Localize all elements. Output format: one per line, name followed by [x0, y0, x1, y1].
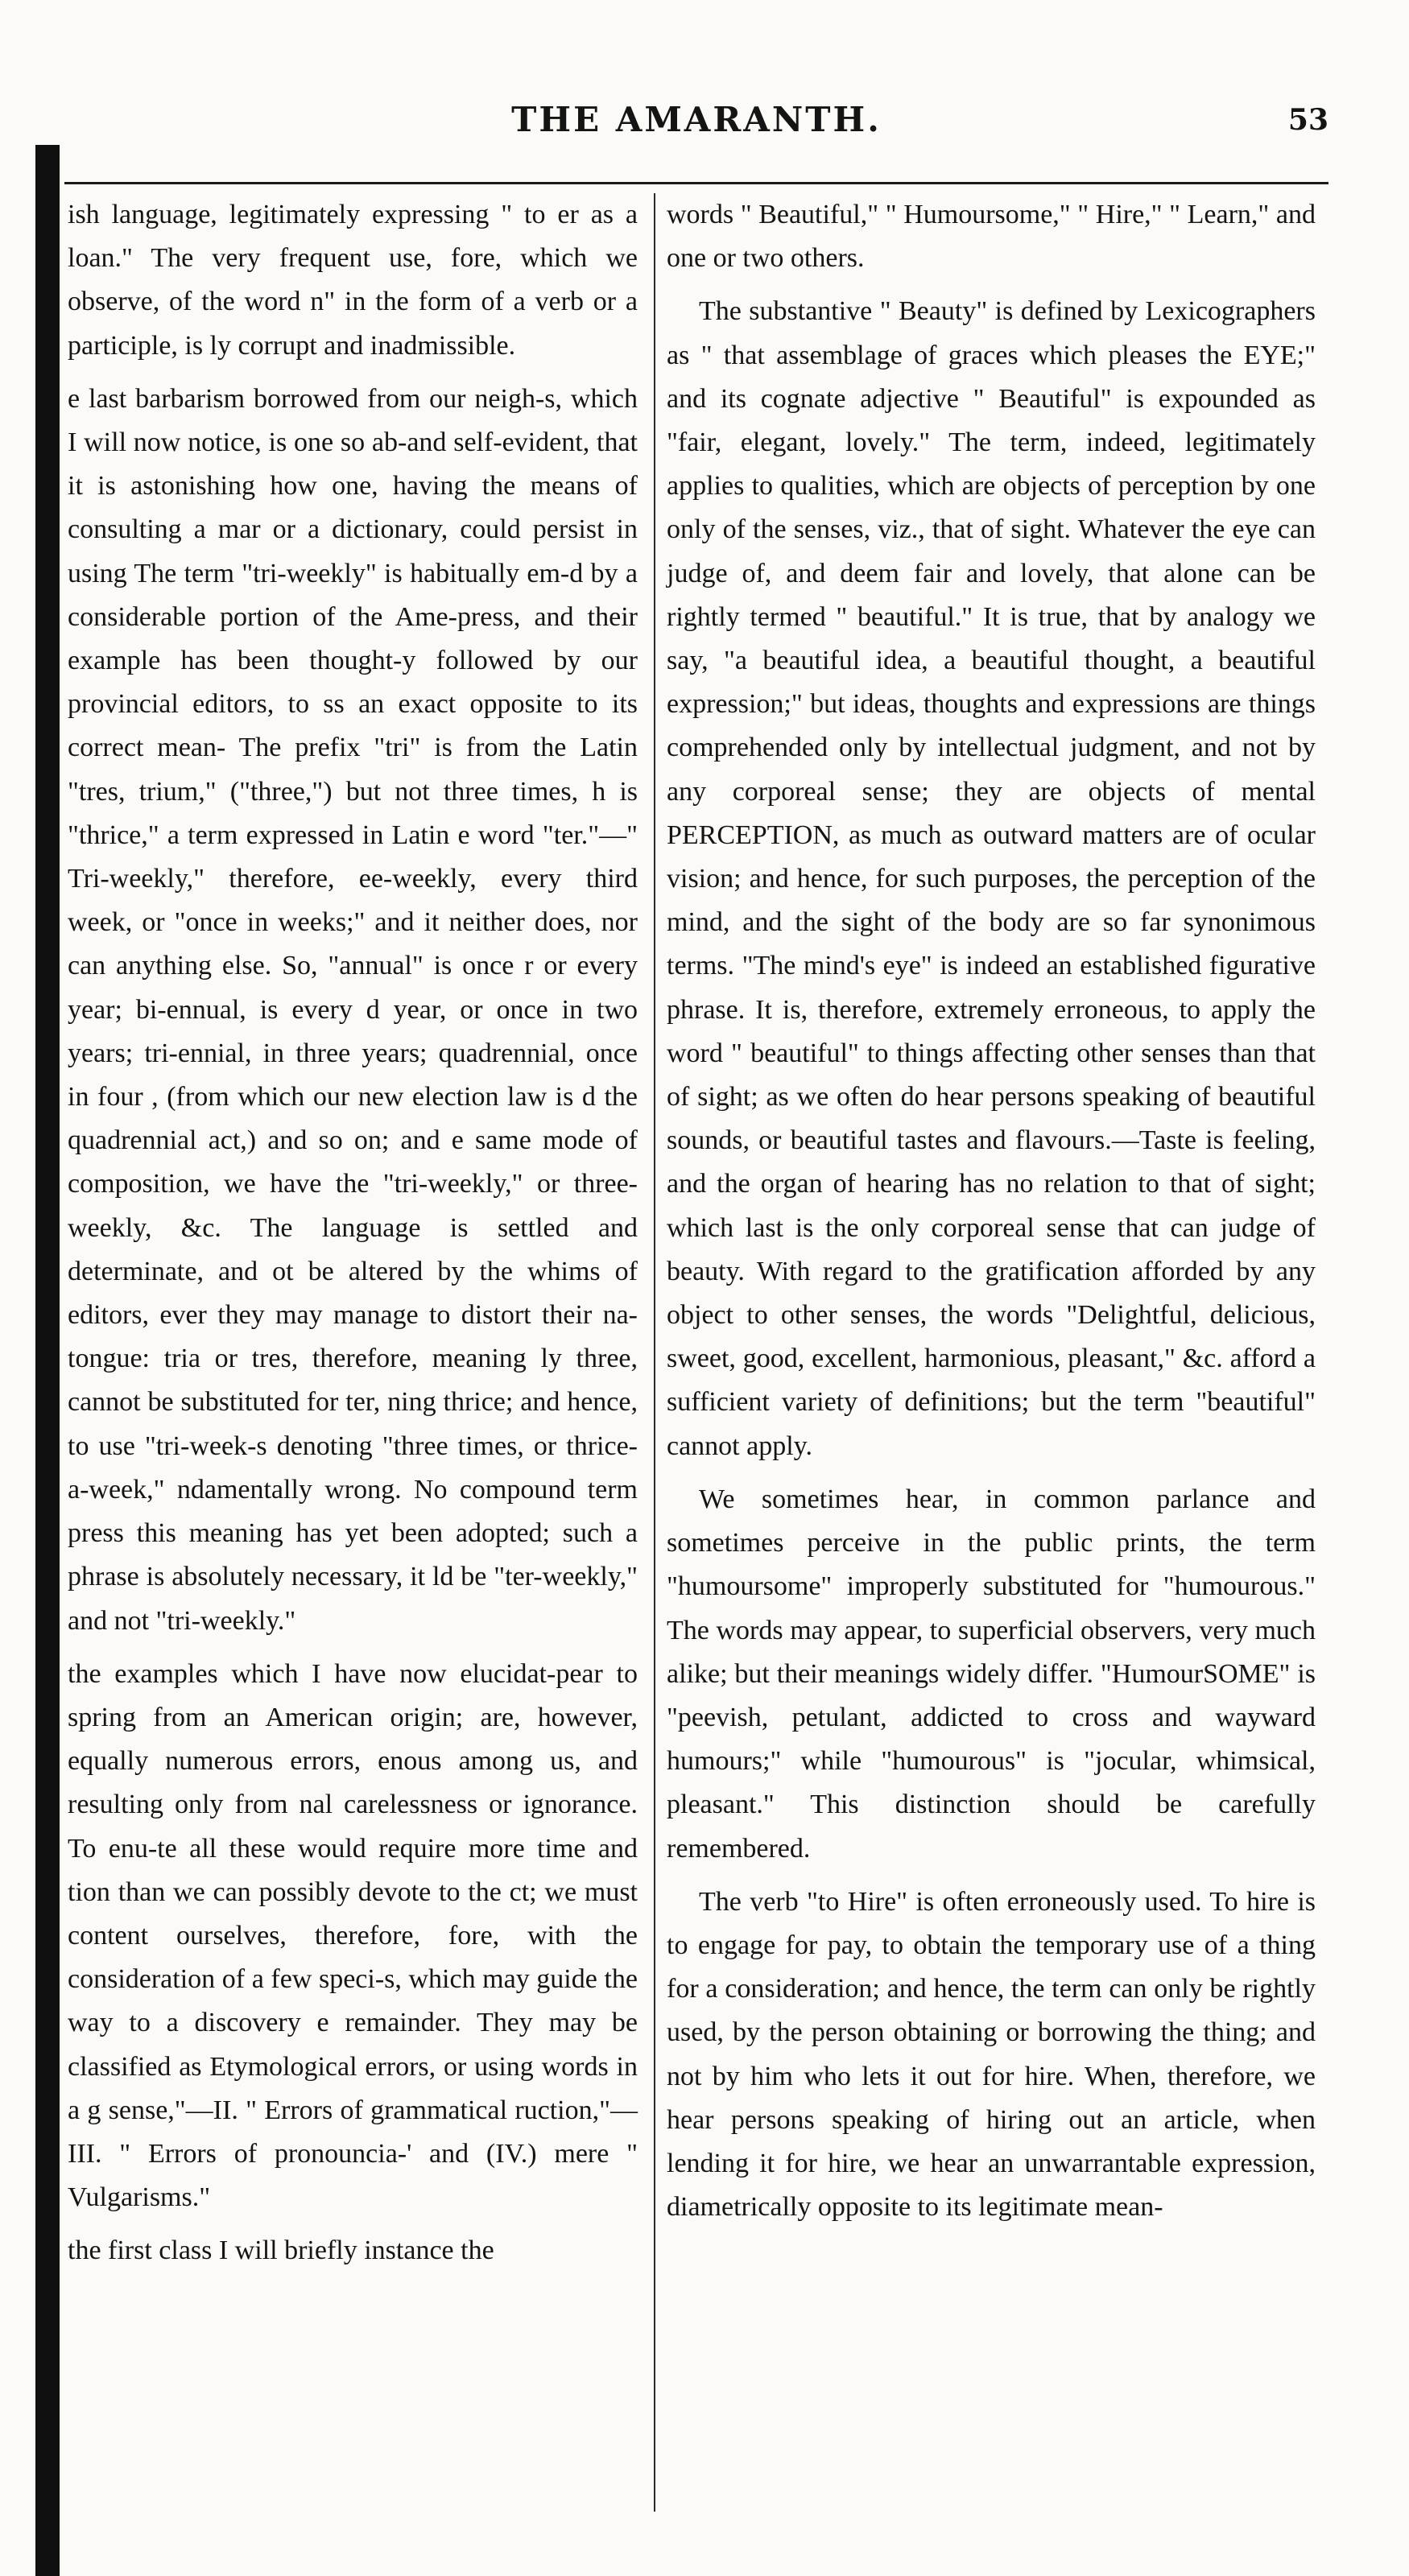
right-paragraph-4: The verb "to Hire" is often erroneously used. To hire is to engage for pay, to obtain the temporary use of a thing for a consideration; and hence, the term can only be rightly used, by the person obtaining or borrowing the thing; and not by him who lets it out for hire. When, therefore, we hear persons speaking of hiring out an article, when lending it for hire, we hear an unwarrantable expression, diametrically opposite to its legitimate mean-: [667, 1886, 1316, 2223]
left-paragraph-4: the first class I will briefly instance the: [68, 2235, 494, 2266]
right-column: [667, 193, 1316, 2229]
left-paragraph-2: e last barbarism borrowed from our neigh-s, which I will now notice, is one so ab-and self-evident, that it is astonishing how one, having the means of consulting a mar or a dictionary, could persist in using The term "tri-weekly" is habitually em-d by a considerable portion of the Ame-press, and their example has been thought-y followed by our provincial editors, to ss an exact opposite to its correct mean- The prefix "tri" is from the Latin "tres, trium," ("three,") but not three times, h is "thrice," a term expressed in Latin e word "ter."—" Tri-weekly," therefore, ee-weekly, every third week, or "once in weeks;" and it neither does, nor can anything else. So, "annual" is once r or every year; bi-ennual, is every d year, or once in two years; tri-ennial, in three years; quadrennial, once in four , (from which our new election law is d the quadrennial act,) and so on; and e same mode of composition, we have the "tri-weekly," or three-weekly, &c. The language is settled and determinate, and ot be altered by the whims of editors, ever they may manage to distort their na-tongue: tria or tres, therefore, meaning ly three, cannot be substituted for ter, ning thrice; and hence, to use "tri-week-s denoting "three times, or thrice-a-week," ndamentally wrong. No compound term press this meaning has yet been adopted; such a phrase is absolutely necessary, it ld be "ter-weekly," and not "tri-weekly.": [68, 383, 638, 1636]
page-number: 53: [1287, 103, 1328, 137]
running-title: THE AMARANTH.: [511, 100, 882, 139]
header-rule: [64, 182, 1328, 184]
right-paragraph-2: The substantive " Beauty" is defined by Lexicographers as " that assemblage of graces which pleases the EYE;" and its cognate adjective " Beautiful" is expounded as "fair, elegant, lovely." The term, indeed, legitimately applies to qualities, which are objects of perception by one only of the senses, viz., that of sight. Whatever the eye can judge of, and deem fair and lovely, that alone can be rightly termed " beautiful." It is true, that by analogy we say, "a beautiful idea, a beautiful thought, a beautiful expression;" but ideas, thoughts and expressions are things comprehended only by intellectual judgment, and not by any corporeal sense; they are objects of mental PERCEPTION, as much as outward matters are of ocular vision; and hence, for such purposes, the perception of the mind, and the sight of the body are so far synonimous terms. "The mind's eye" is indeed an established figurative phrase. It is, therefore, extremely erroneous, to apply the word " beautiful" to things affecting other senses than that of sight; as we often do hear persons speaking of beautiful sounds, or beautiful tastes and flavours.—Taste is feeling, and the organ of hearing has no relation to that of sight; which last is the only corporeal sense that can judge of beauty. With regard to the gratification afforded by any object to other senses, the words "Delightful, delicious, sweet, good, excellent, harmonious, pleasant," &c. afford a sufficient variety of definitions; but the term "beautiful" cannot apply.: [667, 296, 1316, 1461]
running-head: [64, 95, 1328, 151]
binding-shadow: [35, 145, 60, 2576]
left-column: [68, 193, 638, 2273]
left-paragraph-3: the examples which I have now elucidat-pear to spring from an American origin; are, however, equally numerous errors, enous among us, and resulting only from nal carelessness or ignorance. To enu-te all these would require more time and tion than we can possibly devote to the ct; we must content ourselves, therefore, fore, with the consideration of a few speci-s, which may guide the way to a discovery e remainder. They may be classified as Etymological errors, or using words in a g sense,"—II. " Errors of grammatical ruction,"—III. " Errors of pronouncia-' and (IV.) mere " Vulgarisms.": [68, 1658, 638, 2213]
right-paragraph-1: words " Beautiful," " Humoursome," " Hire," " Learn," and one or two others.: [667, 200, 1316, 274]
right-paragraph-3: We sometimes hear, in common parlance and sometimes perceive in the public prints, the term "humoursome" improperly substituted for "humourous." The words may appear, to superficial observers, very much alike; but their meanings widely differ. "HumourSOME" is "peevish, petulant, addicted to cross and wayward humours;" while "humourous" is "jocular, whimsical, pleasant." This distinction should be carefully remembered.: [667, 1484, 1316, 1864]
left-paragraph-1: ish language, legitimately expressing " to er as a loan." The very frequent use, fore, which we observe, of the word n" in the form of a verb or a participle, is ly corrupt and inadmissible.: [68, 200, 638, 361]
column-divider: [654, 193, 655, 2512]
